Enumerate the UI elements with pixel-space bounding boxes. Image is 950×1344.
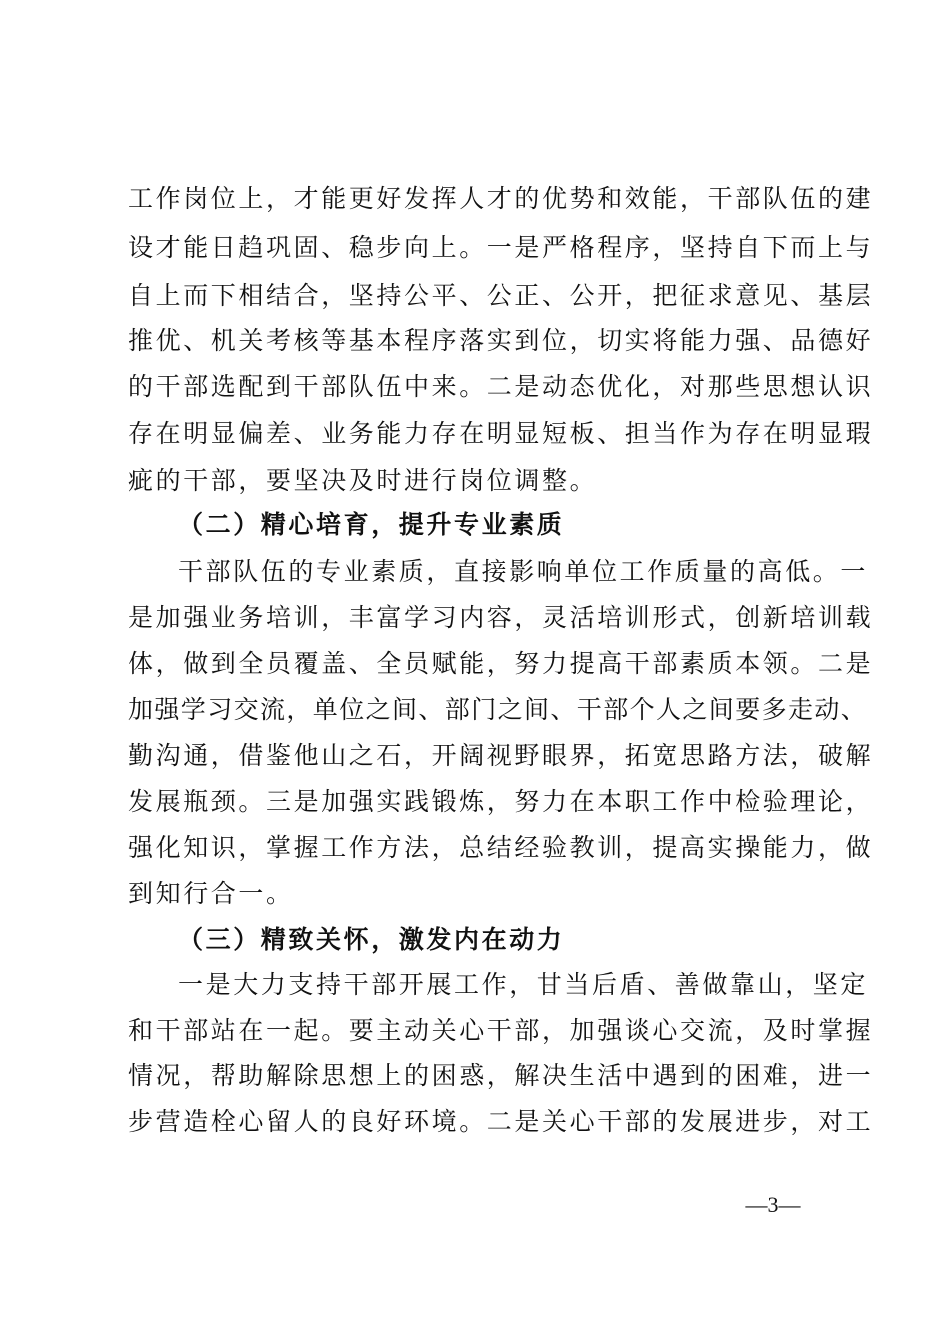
- page-number: —3—: [745, 1192, 801, 1217]
- paragraph-line: 情况，帮助解除思想上的困惑，解决生活中遇到的困难，进一: [128, 1061, 874, 1090]
- paragraph-line: 发展瓶颈。三是加强实践锻炼，努力在本职工作中检验理论，: [128, 787, 874, 816]
- paragraph-line: 步营造栓心留人的良好环境。二是关心干部的发展进步，对工: [128, 1107, 874, 1136]
- paragraph-line: 推优、机关考核等基本程序落实到位，切实将能力强、品德好: [128, 326, 874, 355]
- paragraph-line: 存在明显偏差、业务能力存在明显短板、担当作为存在明显瑕: [128, 419, 874, 448]
- paragraph-line: 自上而下相结合，坚持公平、公正、公开，把征求意见、基层: [128, 281, 874, 310]
- paragraph-line: 是加强业务培训，丰富学习内容，灵活培训形式，创新培训载: [128, 603, 874, 632]
- paragraph-line: 干部队伍的专业素质，直接影响单位工作质量的高低。一: [178, 557, 869, 586]
- paragraph-line: 工作岗位上，才能更好发挥人才的优势和效能，干部队伍的建: [128, 184, 874, 213]
- paragraph-line: 强化知识，掌握工作方法，总结经验教训，提高实操能力，做: [128, 833, 874, 862]
- paragraph-line: 的干部选配到干部队伍中来。二是动态优化，对那些思想认识: [128, 372, 874, 401]
- paragraph-line: 和干部站在一起。要主动关心干部，加强谈心交流，及时掌握: [128, 1016, 874, 1045]
- paragraph-line: 设才能日趋巩固、稳步向上。一是严格程序，坚持自下而上与: [128, 233, 874, 262]
- paragraph-line: 勤沟通，借鉴他山之石，开阔视野眼界，拓宽思路方法，破解: [128, 741, 874, 770]
- paragraph-line: 疵的干部，要坚决及时进行岗位调整。: [128, 466, 598, 495]
- section-heading-2: （二）精心培育，提升专业素质: [178, 510, 565, 539]
- paragraph-line: 加强学习交流，单位之间、部门之间、干部个人之间要多走动、: [128, 695, 868, 724]
- paragraph-line: 体，做到全员覆盖、全员赋能，努力提高干部素质本领。二是: [128, 649, 874, 678]
- paragraph-line: 到知行合一。: [128, 879, 294, 908]
- section-heading-3: （三）精致关怀，激发内在动力: [178, 925, 565, 954]
- paragraph-line: 一是大力支持干部开展工作，甘当后盾、善做靠山，坚定: [178, 970, 869, 999]
